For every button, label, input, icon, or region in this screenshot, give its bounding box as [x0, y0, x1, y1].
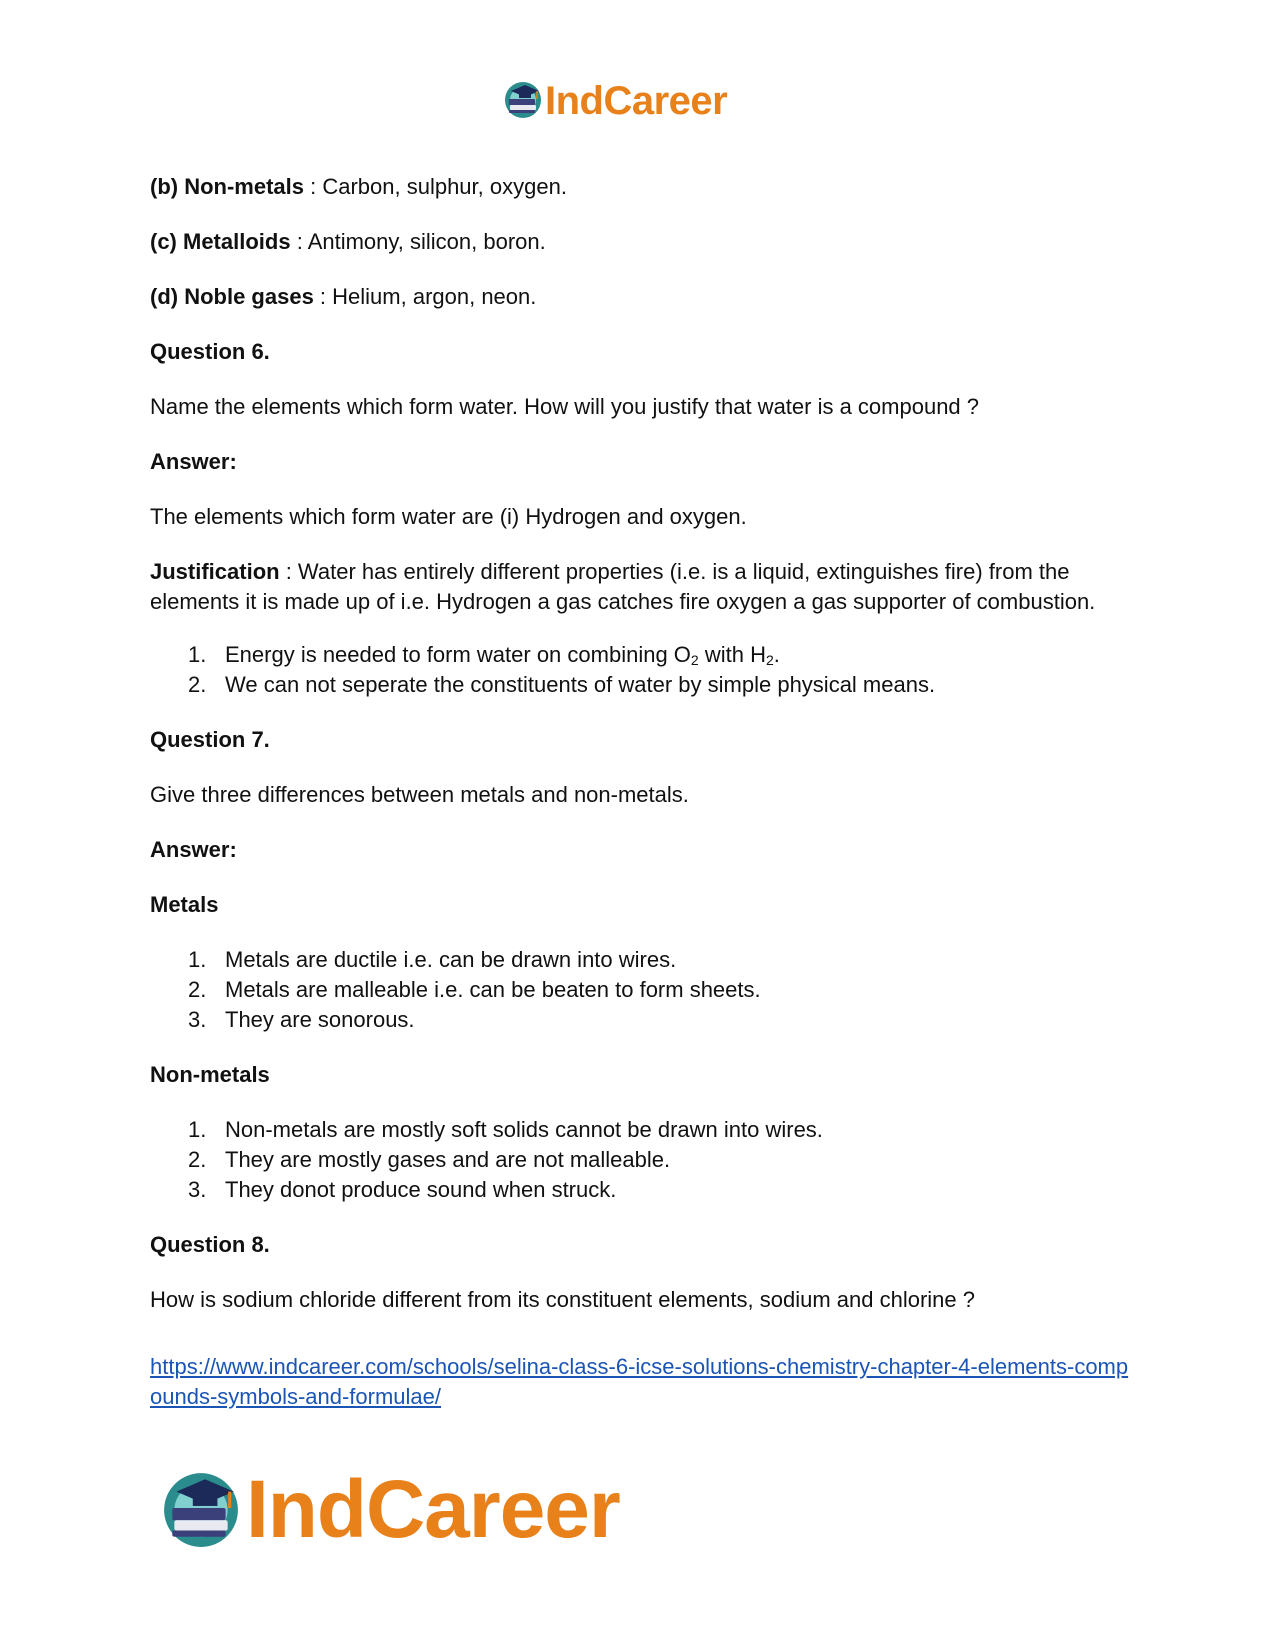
list-item — [150, 945, 1130, 975]
document-body — [150, 172, 1130, 1412]
list-number: 2. — [188, 1147, 207, 1172]
list-text: Metals are malleable i.e. can be beaten to form sheets. — [225, 977, 761, 1002]
label: (c) Metalloids — [150, 229, 291, 254]
nonmetals-heading: Non-metals — [150, 1062, 270, 1087]
list-text: with H — [698, 642, 766, 667]
list-text: Non-metals are mostly soft solids cannot be drawn into wires. — [225, 1117, 823, 1142]
list-text: They donot produce sound when struck. — [225, 1177, 617, 1202]
label: (d) Noble gases — [150, 284, 314, 309]
question-6-heading: Question 6. — [150, 339, 270, 364]
graduation-cap-book-icon — [160, 1467, 242, 1554]
list-number: 1. — [188, 1117, 207, 1142]
question-7-text: Give three differences between metals and non-metals. — [150, 782, 689, 807]
list-number: 2. — [188, 672, 207, 697]
list-item — [150, 1175, 1130, 1205]
list-item — [150, 1145, 1130, 1175]
answer-7-label: Answer: — [150, 837, 237, 862]
header-logo — [503, 78, 727, 124]
brand-name: IndCareer — [246, 1464, 620, 1555]
subscript: 2 — [765, 652, 774, 668]
list-text: They are sonorous. — [225, 1007, 415, 1032]
list-text: Metals are ductile i.e. can be drawn into wires. — [225, 947, 677, 972]
footer-logo — [160, 1465, 620, 1555]
classification-metalloids — [150, 227, 1130, 257]
list-item — [150, 1115, 1130, 1145]
list-item — [150, 1005, 1130, 1035]
subscript: 2 — [690, 652, 699, 668]
justification — [150, 557, 1130, 617]
text: : Antimony, silicon, boron. — [290, 229, 546, 254]
question-6-text: Name the elements which form water. How will you justify that water is a compound ? — [150, 394, 980, 419]
answer-6-text: The elements which form water are (i) Hydrogen and oxygen. — [150, 504, 747, 529]
source-link-wrapper — [150, 1352, 1130, 1412]
text: : Helium, argon, neon. — [313, 284, 537, 309]
list-number: 3. — [188, 1177, 207, 1202]
list-item — [150, 975, 1130, 1005]
list-text: We can not seperate the constituents of water by simple physical means. — [225, 672, 936, 697]
list-item — [150, 670, 1130, 700]
list-number: 1. — [188, 947, 207, 972]
source-link[interactable]: https://www.indcareer.com/schools/selina-class-6-icse-solutions-chemistry-chapter-4-elements-compounds-symbols-and-formulae/ — [150, 1354, 1129, 1409]
list-text: . — [773, 642, 780, 667]
list-number: 3. — [188, 1007, 207, 1032]
list-number: 1. — [188, 642, 207, 667]
brand-name: IndCareer — [545, 79, 728, 123]
graduation-cap-book-icon — [503, 79, 543, 124]
list-text: They are mostly gases and are not malleable. — [225, 1147, 671, 1172]
list-text: Energy is needed to form water on combining O — [225, 642, 691, 667]
answer-6-label: Answer: — [150, 449, 237, 474]
justification-text: : Water has entirely different properties (i.e. is a liquid, extinguishes fire) from the elements it is made up of i.e. Hydrogen a gas catches fire oxygen a gas supporter of combustion. — [150, 559, 1096, 614]
justification-list — [150, 640, 1130, 700]
nonmetals-list — [150, 1115, 1130, 1205]
justification-label: Justification — [150, 559, 280, 584]
question-8-text: How is sodium chloride different from its constituent elements, sodium and chlorine ? — [150, 1287, 975, 1312]
metals-heading: Metals — [150, 892, 219, 917]
classification-nonmetals — [150, 172, 1130, 202]
label: (b) Non-metals — [150, 174, 304, 199]
metals-list — [150, 945, 1130, 1035]
question-8-heading: Question 8. — [150, 1232, 270, 1257]
text: : Carbon, sulphur, oxygen. — [304, 174, 567, 199]
list-item — [150, 640, 1130, 670]
list-number: 2. — [188, 977, 207, 1002]
question-7-heading: Question 7. — [150, 727, 270, 752]
classification-noble-gases — [150, 282, 1130, 312]
